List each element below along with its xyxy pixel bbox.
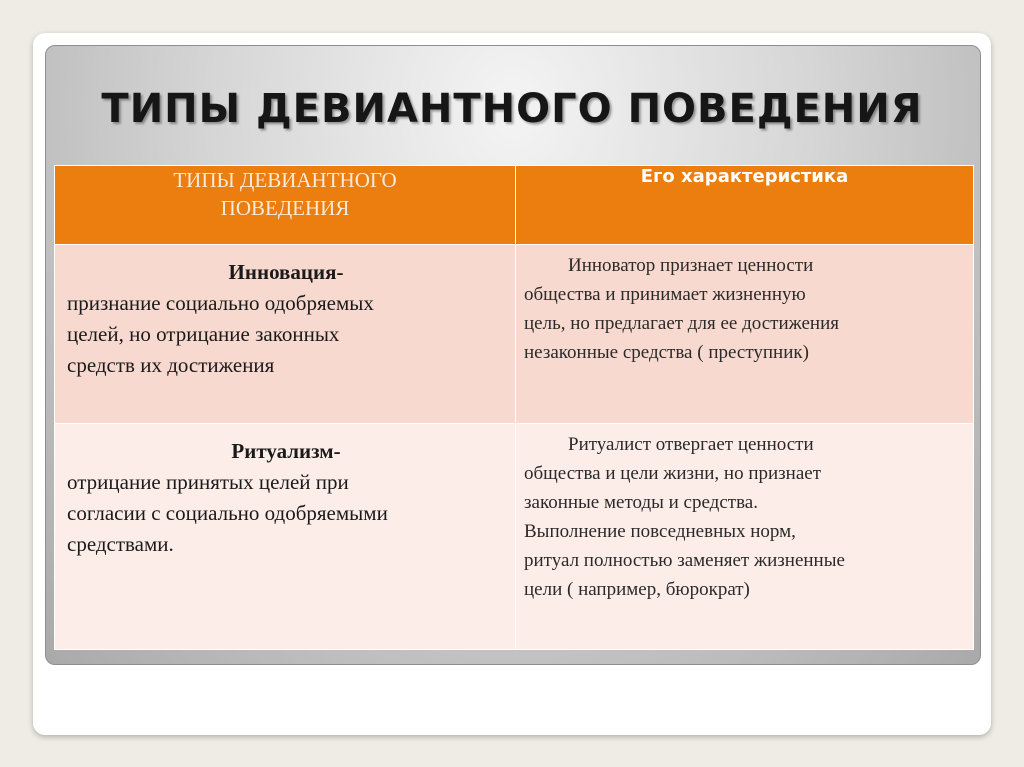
characteristic-line: Выполнение повседневных норм, [524,521,796,542]
definition-line: средств их достижения [67,353,275,377]
header-characteristic: Его характеристика [516,166,974,245]
characteristic-cell-innovation [516,245,974,424]
characteristic-line: Инноватор признает ценности [568,255,814,276]
slide-title: ТИПЫ ДЕВИАНТНОГО ПОВЕДЕНИЯ [101,86,923,132]
header-types-line2: ПОВЕДЕНИЯ [220,196,350,220]
type-name: Ритуализм- [231,439,341,463]
type-cell-innovation [55,245,516,424]
definition-line: согласии с социально одобряемыми [67,501,388,525]
definition-line: отрицание принятых целей при [67,470,349,494]
table-row [55,245,974,424]
header-types [55,166,516,245]
header-types-line1: ТИПЫ ДЕВИАНТНОГО [173,168,397,192]
characteristic-line: незаконные средства ( преступник) [524,342,809,363]
characteristic-line: законные методы и средства. [524,492,758,513]
characteristic-line: цели ( например, бюрократ) [524,579,750,600]
characteristic-line: общества и цели жизни, но признает [524,463,821,484]
definition-line: признание социально одобряемых [67,291,374,315]
type-cell-ritualism [55,424,516,650]
characteristic-line: общества и принимает жизненную [524,284,806,305]
characteristic-line: ритуал полностью заменяет жизненные [524,550,845,571]
table-row [55,424,974,650]
characteristic-line: цель, но предлагает для ее достижения [524,313,839,334]
characteristic-line: Ритуалист отвергает ценности [568,434,814,455]
deviant-behavior-table [54,165,974,650]
definition-line: целей, но отрицание законных [67,322,340,346]
definition-line: средствами. [67,532,174,556]
table-header-row [55,166,974,245]
type-name: Инновация- [228,260,344,284]
characteristic-cell-ritualism [516,424,974,650]
